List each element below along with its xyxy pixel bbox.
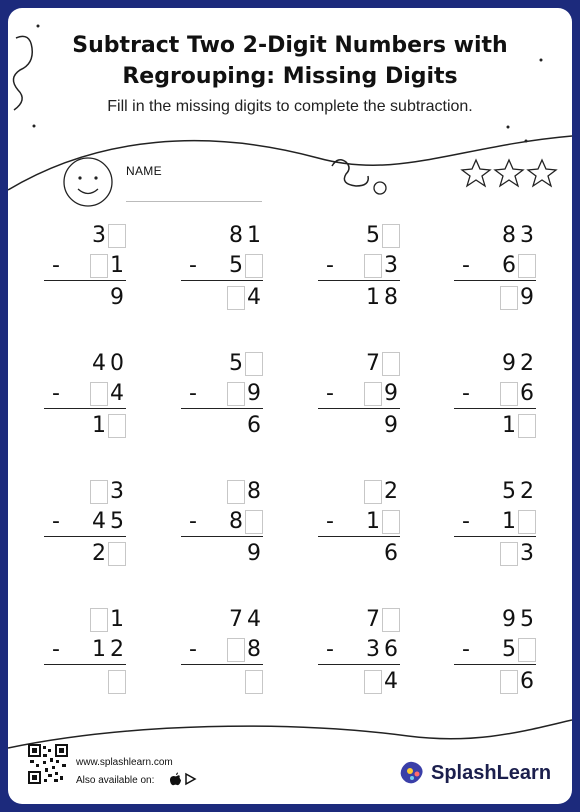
subtrahend-row (318, 638, 400, 664)
difference-row (318, 414, 400, 440)
missing-digit-box[interactable] (518, 510, 536, 534)
smiley-icon (64, 158, 112, 206)
missing-digit-box[interactable] (500, 670, 518, 694)
digit: 8 (229, 223, 243, 248)
google-play-icon[interactable] (186, 774, 195, 784)
digit: 7 (366, 351, 380, 376)
answer-line (44, 536, 126, 537)
digit: 5 (502, 479, 516, 504)
digit: 9 (247, 381, 261, 406)
minus-sign: - (326, 637, 334, 662)
digit: 3 (110, 479, 124, 504)
minuend-row (318, 480, 400, 506)
minuend-row (454, 608, 536, 634)
missing-digit-box[interactable] (364, 670, 382, 694)
difference-row (181, 414, 263, 440)
difference-row (454, 670, 536, 696)
missing-digit-box[interactable] (108, 670, 126, 694)
difference-row (181, 542, 263, 568)
answer-line (181, 280, 263, 281)
subtraction-problem (318, 480, 400, 580)
digit: 1 (247, 223, 261, 248)
difference-row (181, 286, 263, 312)
digit: 5 (229, 351, 243, 376)
missing-digit-box[interactable] (382, 352, 400, 376)
missing-digit-box[interactable] (364, 480, 382, 504)
minus-sign: - (189, 637, 197, 662)
apple-icon[interactable] (170, 773, 181, 786)
digit: 4 (384, 669, 398, 694)
digit: 6 (520, 669, 534, 694)
difference-row (44, 542, 126, 568)
digit: 5 (366, 223, 380, 248)
subtraction-problem (181, 224, 263, 324)
digit: 7 (366, 607, 380, 632)
missing-digit-box[interactable] (90, 608, 108, 632)
digit: 2 (384, 479, 398, 504)
answer-line (454, 536, 536, 537)
missing-digit-box[interactable] (245, 670, 263, 694)
answer-line (44, 408, 126, 409)
minuend-row (44, 608, 126, 634)
missing-digit-box[interactable] (500, 542, 518, 566)
missing-digit-box[interactable] (245, 352, 263, 376)
subtraction-problem (181, 480, 263, 580)
missing-digit-box[interactable] (364, 254, 382, 278)
instructions-text: Fill in the missing digits to complete the subtraction. (107, 98, 473, 115)
missing-digit-box[interactable] (90, 254, 108, 278)
digit: 9 (502, 607, 516, 632)
digit: 4 (92, 509, 106, 534)
digit: 4 (247, 607, 261, 632)
digit: 2 (520, 351, 534, 376)
digit: 4 (92, 351, 106, 376)
subtraction-problem (44, 480, 126, 580)
minuend-row (318, 224, 400, 250)
difference-row (318, 670, 400, 696)
digit: 5 (502, 637, 516, 662)
digit: 9 (247, 541, 261, 566)
missing-digit-box[interactable] (500, 382, 518, 406)
digit: 1 (110, 607, 124, 632)
difference-row (454, 542, 536, 568)
subtrahend-row (181, 638, 263, 664)
answer-line (318, 280, 400, 281)
minuend-row (44, 352, 126, 378)
subtrahend-row (318, 254, 400, 280)
minus-sign: - (52, 253, 60, 278)
difference-row (44, 670, 126, 696)
answer-line (181, 664, 263, 665)
missing-digit-box[interactable] (227, 382, 245, 406)
missing-digit-box[interactable] (108, 224, 126, 248)
worksheet-page (8, 8, 572, 804)
digit: 1 (502, 509, 516, 534)
difference-row (454, 286, 536, 312)
header-wave-line (8, 136, 572, 190)
subtrahend-row (318, 510, 400, 536)
subtrahend-row (44, 382, 126, 408)
app-store-icons (168, 772, 198, 786)
digit: 1 (502, 413, 516, 438)
subtraction-problem (454, 224, 536, 324)
minus-sign: - (326, 253, 334, 278)
digit: 7 (229, 607, 243, 632)
missing-digit-box[interactable] (227, 286, 245, 310)
minus-sign: - (52, 509, 60, 534)
minuend-row (44, 224, 126, 250)
answer-line (454, 408, 536, 409)
answer-line (454, 280, 536, 281)
difference-row (454, 414, 536, 440)
subtrahend-row (44, 510, 126, 536)
rating-stars-icon (462, 160, 556, 186)
missing-digit-box[interactable] (90, 480, 108, 504)
splashlearn-logo-icon (398, 758, 428, 788)
minuend-row (181, 224, 263, 250)
subtraction-problem (181, 608, 263, 708)
digit: 8 (247, 637, 261, 662)
digit: 3 (366, 637, 380, 662)
digit: 8 (384, 285, 398, 310)
digit: 4 (110, 381, 124, 406)
minus-sign: - (189, 509, 197, 534)
digit: 2 (110, 637, 124, 662)
subtraction-problem (454, 480, 536, 580)
difference-row (181, 670, 263, 696)
missing-digit-box[interactable] (382, 224, 400, 248)
digit: 8 (229, 509, 243, 534)
name-input-line[interactable] (126, 201, 262, 202)
missing-digit-box[interactable] (245, 254, 263, 278)
subtraction-problem (318, 224, 400, 324)
digit: 6 (384, 637, 398, 662)
digit: 1 (366, 509, 380, 534)
difference-row (318, 286, 400, 312)
worksheet-title (8, 30, 572, 92)
digit: 1 (110, 253, 124, 278)
minuend-row (454, 480, 536, 506)
digit: 9 (520, 285, 534, 310)
difference-row (318, 542, 400, 568)
answer-line (44, 280, 126, 281)
title-line-2: Regrouping: Missing Digits (122, 64, 458, 89)
digit: 4 (247, 285, 261, 310)
minus-sign: - (462, 381, 470, 406)
digit: 9 (384, 413, 398, 438)
digit: 8 (247, 479, 261, 504)
digit: 0 (110, 351, 124, 376)
answer-line (454, 664, 536, 665)
digit: 9 (502, 351, 516, 376)
answer-line (181, 408, 263, 409)
subtrahend-row (318, 382, 400, 408)
digit: 5 (520, 607, 534, 632)
digit: 2 (520, 479, 534, 504)
digit: 3 (92, 223, 106, 248)
digit: 1 (92, 637, 106, 662)
subtrahend-row (181, 382, 263, 408)
missing-digit-box[interactable] (108, 414, 126, 438)
answer-line (318, 664, 400, 665)
minus-sign: - (462, 509, 470, 534)
minus-sign: - (189, 253, 197, 278)
subtrahend-row (44, 254, 126, 280)
digit: 5 (110, 509, 124, 534)
digit: 3 (520, 541, 534, 566)
subtraction-problem (318, 352, 400, 452)
missing-digit-box[interactable] (227, 480, 245, 504)
digit: 9 (384, 381, 398, 406)
title-line-1: Subtract Two 2-Digit Numbers with (72, 33, 508, 58)
subtraction-problem (318, 608, 400, 708)
subtraction-problem (44, 352, 126, 452)
minuend-row (318, 608, 400, 634)
digit: 3 (520, 223, 534, 248)
missing-digit-box[interactable] (518, 414, 536, 438)
difference-row (44, 414, 126, 440)
difference-row (44, 286, 126, 312)
answer-line (44, 664, 126, 665)
minuend-row (181, 608, 263, 634)
minuend-row (318, 352, 400, 378)
digit: 8 (502, 223, 516, 248)
minus-sign: - (326, 381, 334, 406)
digit: 6 (520, 381, 534, 406)
digit: 1 (92, 413, 106, 438)
footer-wave-line (8, 720, 572, 748)
digit: 6 (247, 413, 261, 438)
digit: 5 (229, 253, 243, 278)
subtrahend-row (454, 638, 536, 664)
missing-digit-box[interactable] (227, 638, 245, 662)
digit: 2 (92, 541, 106, 566)
subtrahend-row (454, 510, 536, 536)
digit: 1 (366, 285, 380, 310)
subtraction-problem (454, 352, 536, 452)
minus-sign: - (52, 637, 60, 662)
minuend-row (181, 480, 263, 506)
website-link[interactable]: www.splashlearn.com (76, 757, 173, 768)
subtrahend-row (181, 254, 263, 280)
missing-digit-box[interactable] (500, 286, 518, 310)
qr-code-icon (28, 744, 68, 784)
name-label: NAME (126, 164, 162, 178)
subtraction-problem (44, 608, 126, 708)
minus-sign: - (462, 637, 470, 662)
missing-digit-box[interactable] (90, 382, 108, 406)
missing-digit-box[interactable] (108, 542, 126, 566)
missing-digit-box[interactable] (382, 510, 400, 534)
missing-digit-box[interactable] (518, 254, 536, 278)
missing-digit-box[interactable] (518, 638, 536, 662)
minus-sign: - (52, 381, 60, 406)
subtraction-problem (181, 352, 263, 452)
subtraction-problem (44, 224, 126, 324)
minuend-row (44, 480, 126, 506)
answer-line (318, 536, 400, 537)
minuend-row (454, 352, 536, 378)
missing-digit-box[interactable] (245, 510, 263, 534)
subtrahend-row (44, 638, 126, 664)
brand-name: SplashLearn (431, 762, 552, 784)
subtrahend-row (454, 254, 536, 280)
minus-sign: - (462, 253, 470, 278)
missing-digit-box[interactable] (382, 608, 400, 632)
digit: 9 (110, 285, 124, 310)
subtrahend-row (454, 382, 536, 408)
missing-digit-box[interactable] (364, 382, 382, 406)
subtrahend-row (181, 510, 263, 536)
digit: 6 (384, 541, 398, 566)
minuend-row (181, 352, 263, 378)
minus-sign: - (326, 509, 334, 534)
subtraction-problem (454, 608, 536, 708)
minuend-row (454, 224, 536, 250)
answer-line (181, 536, 263, 537)
available-on-label: Also available on: (76, 775, 155, 786)
minus-sign: - (189, 381, 197, 406)
digit: 6 (502, 253, 516, 278)
answer-line (318, 408, 400, 409)
digit: 3 (384, 253, 398, 278)
